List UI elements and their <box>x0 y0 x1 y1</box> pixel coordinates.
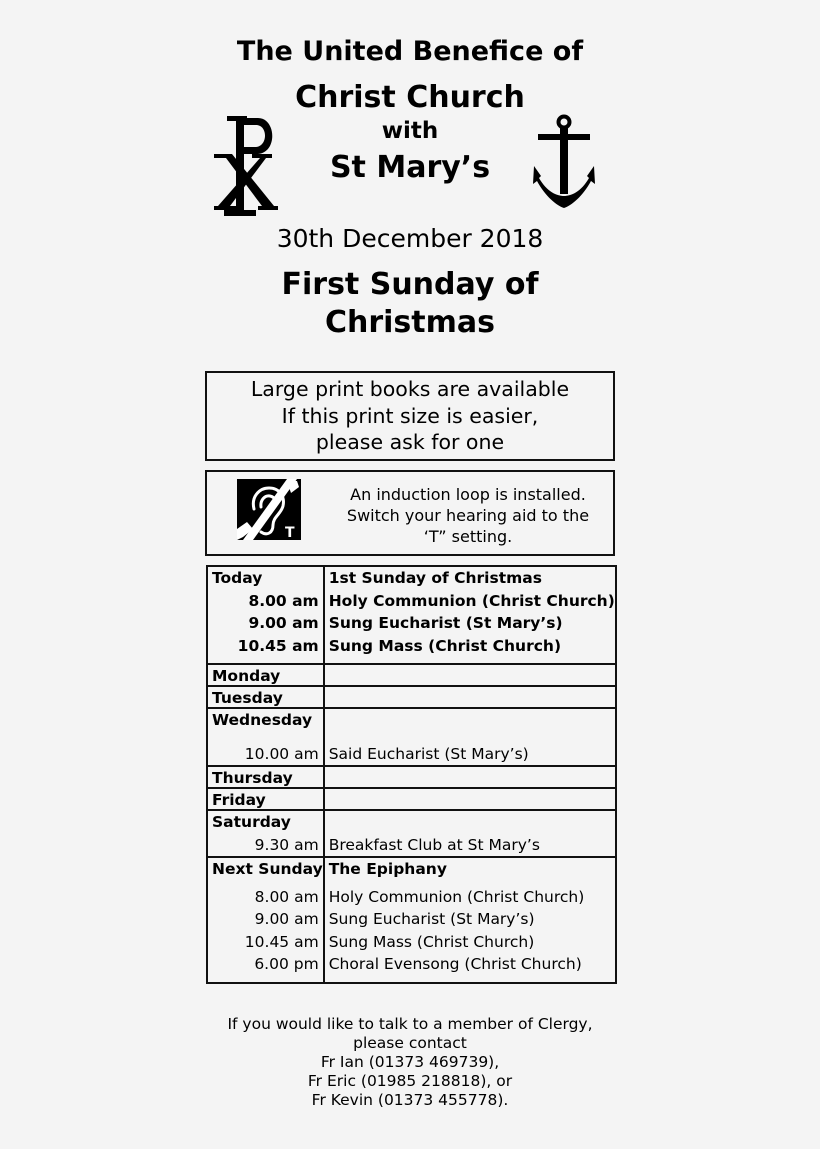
table-row-today <box>207 566 616 664</box>
day-label: Monday <box>212 667 281 685</box>
large-print-line-3: please ask for one <box>315 430 505 454</box>
contact-line-5: Fr Kevin (01373 455778). <box>311 1091 509 1109</box>
service-time: 10.45 am <box>244 932 319 951</box>
contact-line-4: Fr Eric (01985 218818), or <box>307 1072 513 1090</box>
service-name: Choral Evensong (Christ Church) <box>328 955 582 973</box>
service-time: 9.00 am <box>248 614 319 632</box>
table-row-wednesday <box>207 708 616 766</box>
day-label: Today <box>212 569 263 587</box>
day-label: Next Sunday <box>212 860 323 878</box>
header-line-st-marys: St Mary’s <box>329 150 491 185</box>
service-time: 10.45 am <box>237 636 319 655</box>
service-time: 9.00 am <box>254 910 319 928</box>
clergy-contact <box>0 1015 820 1110</box>
table-row-saturday <box>207 810 616 857</box>
large-print-line-1: Large print books are available <box>250 377 570 401</box>
table-row-monday <box>207 664 616 686</box>
day-title: The Epiphany <box>328 860 447 878</box>
day-label: Saturday <box>212 813 291 831</box>
day-label: Wednesday <box>212 711 313 729</box>
chi-rho-icon <box>212 114 280 218</box>
anchor-icon <box>531 114 597 208</box>
day-label: Friday <box>212 791 266 809</box>
service-schedule-table <box>206 565 617 984</box>
service-name: Breakfast Club at St Mary’s <box>328 835 540 854</box>
service-time: 9.30 am <box>254 835 319 854</box>
header-line-benefice: The United Benefice of <box>236 36 584 67</box>
loop-line-3: ‘T” setting. <box>423 527 513 546</box>
day-title: 1st Sunday of Christmas <box>328 569 542 587</box>
service-name: Sung Mass (Christ Church) <box>328 636 562 655</box>
service-time: 6.00 pm <box>254 955 319 973</box>
occasion-title <box>0 266 820 342</box>
service-name: Sung Eucharist (St Mary’s) <box>328 910 535 928</box>
service-time: 8.00 am <box>248 591 319 610</box>
hearing-loop-icon <box>237 479 301 540</box>
service-name: Holy Communion (Christ Church) <box>328 887 585 906</box>
contact-line-1: If you would like to talk to a member of Clergy, <box>227 1015 593 1033</box>
service-name: Said Eucharist (St Mary’s) <box>328 744 529 763</box>
service-name: Holy Communion (Christ Church) <box>328 591 615 610</box>
loop-line-1: An induction loop is installed. <box>350 485 586 504</box>
occasion-line-2: Christmas <box>324 305 495 340</box>
service-date: 30th December 2018 <box>276 224 544 253</box>
induction-loop-notice <box>205 470 615 556</box>
table-row-next-sunday <box>207 857 616 983</box>
table-row-tuesday <box>207 686 616 708</box>
table-row-friday <box>207 788 616 810</box>
table-row-thursday <box>207 766 616 788</box>
large-print-line-2: If this print size is easier, <box>281 403 539 428</box>
header-line-with: with <box>381 118 439 144</box>
service-name: Sung Eucharist (St Mary’s) <box>328 614 563 632</box>
svg-text:T: T <box>285 525 295 540</box>
service-name: Sung Mass (Christ Church) <box>328 932 535 951</box>
service-time: 8.00 am <box>254 887 319 906</box>
large-print-notice <box>205 371 615 461</box>
loop-line-2: Switch your hearing aid to the <box>346 506 590 525</box>
day-label: Tuesday <box>212 689 283 707</box>
contact-line-3: Fr Ian (01373 469739), <box>320 1053 500 1071</box>
contact-line-2: please contact <box>353 1034 467 1052</box>
header-line-christ-church: Christ Church <box>295 80 525 115</box>
day-label: Thursday <box>212 769 293 787</box>
service-time: 10.00 am <box>244 744 319 763</box>
induction-loop-text <box>333 484 603 547</box>
occasion-line-1: First Sunday of <box>281 267 539 302</box>
